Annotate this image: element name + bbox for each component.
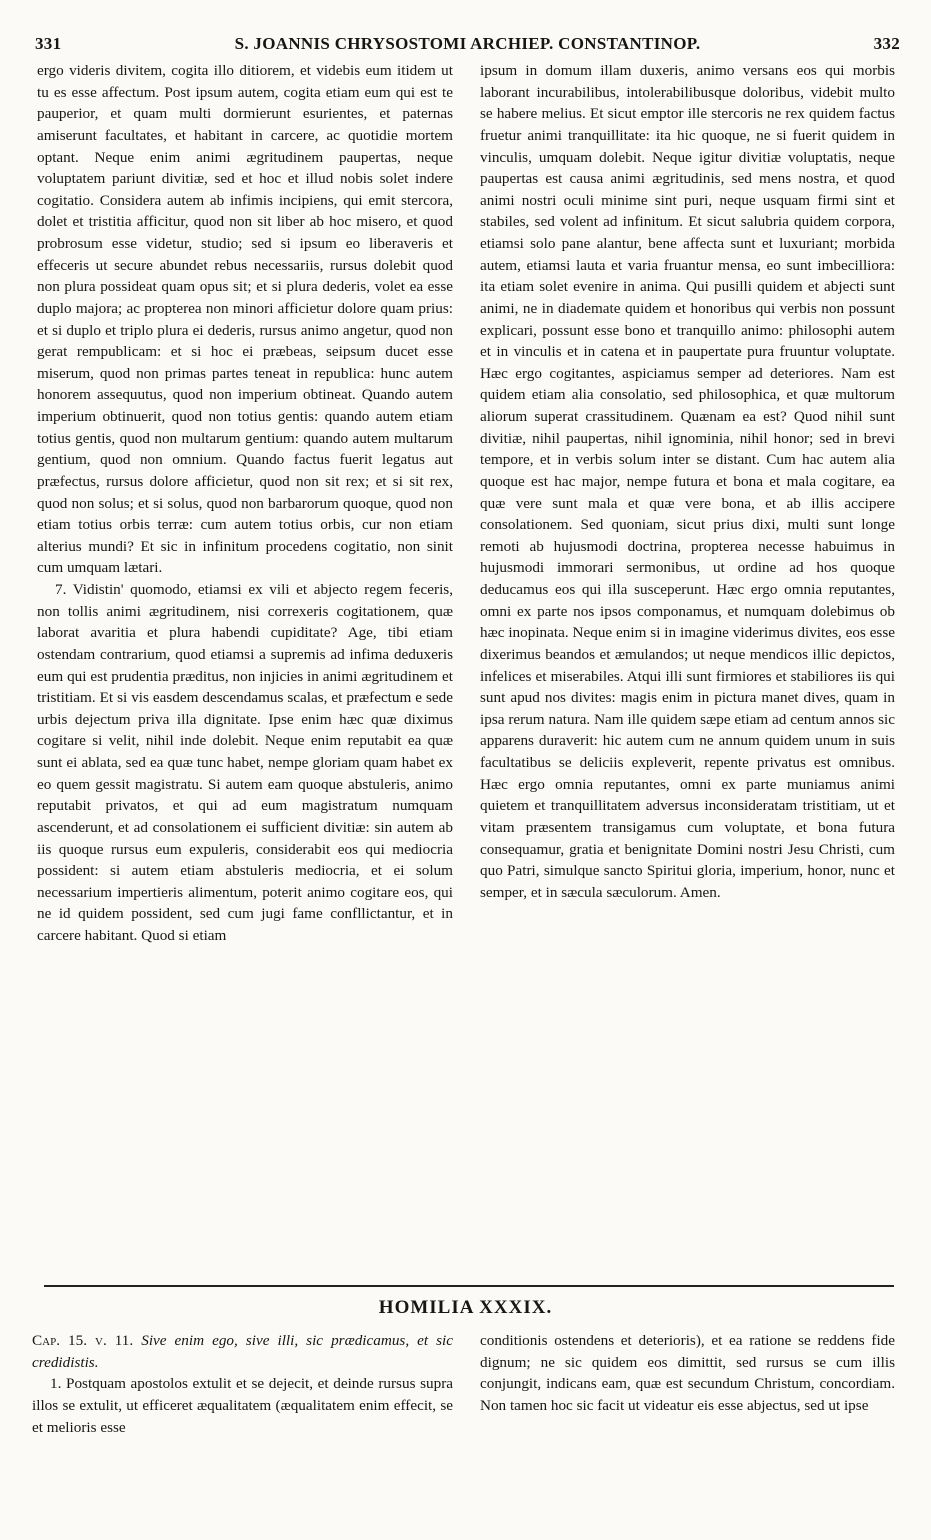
column-left-top	[37, 60, 453, 947]
page-number-right: 332	[873, 34, 900, 53]
page-number-left: 331	[35, 34, 62, 53]
running-title: S. JOANNIS CHRYSOSTOMI ARCHIEP. CONSTANTINOP.	[234, 34, 701, 53]
paragraph: 1. Postquam apostolos extulit et se dejecit, et deinde rursus supra illos se extulit, ut efficeret æqualitatem (æqualitatem enim effecit, se et melioris esse	[32, 1375, 453, 1436]
paragraph: 7. Vidistin' quomodo, etiamsi ex vili et abjecto regem feceris, non tollis animi ægritudinem, nisi correxeris cogitationem, quæ laborat avaritia et plura habendi cupiditate? Age, tibi etiam ostendam contrarium, quod etiamsi a supremis ad infima deduxeris eum qui est prudentia præditus, non injicies in animi ægritudinem et tristitiam. Et si vis easdem descendamus scalas, et præfectum e sede urbis dejectum priva illa dignitate. Ipse enim hæc quæ diximus cogitare si velit, nihil inde dolebit. Neque enim reputabit ea quæ sunt ei ablata, sed ea quæ tunc habet, nempe gloriam quam habet ex eo quem gessit magistratu. Si autem eam quoque abstuleris, animo reputabit privatos, et qui ad eum magistratum numquam ascenderunt, et ad consolationem ei sufficient divitiæ: sin autem ab iis quoque rursus eum expuleris, considerabit eos qui mediocria possident: si autem etiam abstuleris mediocria, et ei solum necessarium impertieris alimentum, poterit animo cogitare eos, qui ne id quidem possident, sed cum jugi fame confllictantur, et in carcere habitant. Quod si etiam	[37, 581, 453, 944]
homily-title: HOMILIA XXXIX.	[378, 1297, 553, 1318]
chapter-reference	[32, 1330, 453, 1373]
paragraph: ipsum in domum illam duxeris, animo versans eos qui morbis laborant incurabilibus, intolerabilibusque doloribus, videbit multo se habere melius. Et sicut emptor ille stercoris ne rex quidem factus fruetur animi tranquillitate: ita hic quoque, ne si fuerit quidem in vinculis, umquam dolebit. Neque igitur divitiæ voluptatis, neque paupertas est causa animi ægritudinis, sed mens nostra, et quod animi nostri oculi minime sint puri, neque usquam firmi sint et stabiles, sed volent ad infinitum. Et sicut salubria quidem corpora, etiamsi solo pane alantur, bene affecta sunt et luxuriant; morbida autem, etiamsi lauta et varia fruantur mensa, eo sunt imbecilliora: ita etiam solet evenire in anima. Qui pusilli quidem et abjecti sunt animi, ne in diademate quidem et honoribus qui verbis non possunt explicari, possunt esse bono et tranquillo animo: philosophi autem et in vinculis et in catena et in paupertate pura fruuntur voluptate. Hæc ergo cogitantes, aspiciamus semper ad deteriores. Nam est quidem etiam alia consolatio, sed philosophica, et quæ multorum aliorum superat crassitudinem. Quænam ea est? Quod nihil sunt divitiæ, nihil paupertas, nihil ignominia, nihil honor; sed in brevi tempore, et in verbis solum inter se distant. Cum hac autem alia quoque est hac major, nempe futura et bona et mala cogitare, ea quæ vere sunt mala et quæ vere bona, et ab illis accipere consolationem. Sed quoniam, sicut prius dixi, multi sunt longe remoti ab hujusmodi doctrina, propterea necesse habuimus in hujusmodi immorari sermonibus, ut ordine ad hos quoque deducamus eos qui illa susceperunt. Hæc ergo omnia reputantes, omni ex parte nos ipsos componamus, et numquam dolebimus ob hæc inopinata. Neque enim si in imagine viderimus divites, eos esse dixerimus beandos et æmulandos; ut neque mendicos illic depictos, infelices et miserabiles. Atqui illi sunt firmiores et stabiliores iis qui sunt apud nos divites: magis enim in pictura manet dives, quam in ipsa rerum natura. Nam ille quidem sæpe etiam ad centum annos sic apparens duraverit: hic autem cum ne annum quidem unum in suis facultatibus se deliciis expleverit, repente privatus est omnibus. Hæc ergo omnia reputantes, omni ex parte muniamus animi quietem et tranquillitatem adversus inconsideratam tristitiam, ut et vitam præsentem transigamus cum voluptate, et bona futura consequamur, gratia et benignitate Domini nostri Jesu Christi, cum quo Patri, simulque sancto Spiritui gloria, imperium, honor, nunc et semper, et in sæcula sæculorum. Amen.	[480, 62, 895, 901]
running-header	[35, 34, 900, 58]
section-divider	[44, 1285, 894, 1287]
chapter-label: Cap. 15. v. 11.	[32, 1332, 134, 1349]
column-right-top	[480, 60, 895, 903]
column-left-bottom	[32, 1330, 453, 1438]
scripture-quote: Sive enim ego, sive illi, sic prædicamus, et sic credidistis.	[32, 1332, 453, 1371]
paragraph: ergo videris divitem, cogita illo ditiorem, et videbis eum itidem ut tu es esse affectum. Post ipsum autem, cogita etiam eum qui est te pauperior, et quam multi dormierunt esurientes, et paternas amiserunt facultates, et habitant in carcere, ac quotidie mortem optant. Neque enim animi ægritudinem paupertas, neque voluptatem pariunt divitiæ, sed et hoc et illud nobis solet indere cogitatio. Considera autem ab infimis incipiens, qui emit stercora, dolet et tristitia afficitur, quod non sit liber ab hoc misero, et quod probrosum esse videtur, studio; sed si ipsum eo liberaveris et effeceris ut secure abundet rebus necessariis, rursus dolebit quod non plura possideat quam opus sit; et si plura dederis, volet ea esse duplo majora; ac propterea non minori afficietur dolore quam prius: et si duplo et triplo plura ei dederis, rursus animo angetur, quod non gerat rempublicam: et si hoc ei præbeas, seipsum ducet esse miserum, quod non primas partes teneat in republica: hunc autem honorem assequutus, quod non imperium obtineat. Quando autem imperium obtinuerit, quod non totius gentis: quando autem etiam totius gentis, quod non multarum gentium: quando autem multarum gentium, quod non omnium. Quando factus fuerit legatus aut præfectus, rursus dolore afficietur, quod non sit rex; et si sit rex, quod non solus; et si solus, quod non barbarorum quoque, quod non etiam totius orbis terræ: cum autem totius orbis, cur non etiam alterius mundi? Et sic in infinitum procedens cogitatio, non sinit cum umquam lætari.	[37, 62, 453, 577]
column-right-bottom	[480, 1330, 895, 1417]
paragraph: conditionis ostendens et deterioris), et ea ratione se reddens fide dignum; ne sic quidem eos dimittit, sed rursus se cum illis conjungit, indicans eam, quæ est secundum Christum, concordiam. Non tamen hoc sic facit ut videatur eis esse abjectus, sed ut ipse	[480, 1332, 895, 1414]
